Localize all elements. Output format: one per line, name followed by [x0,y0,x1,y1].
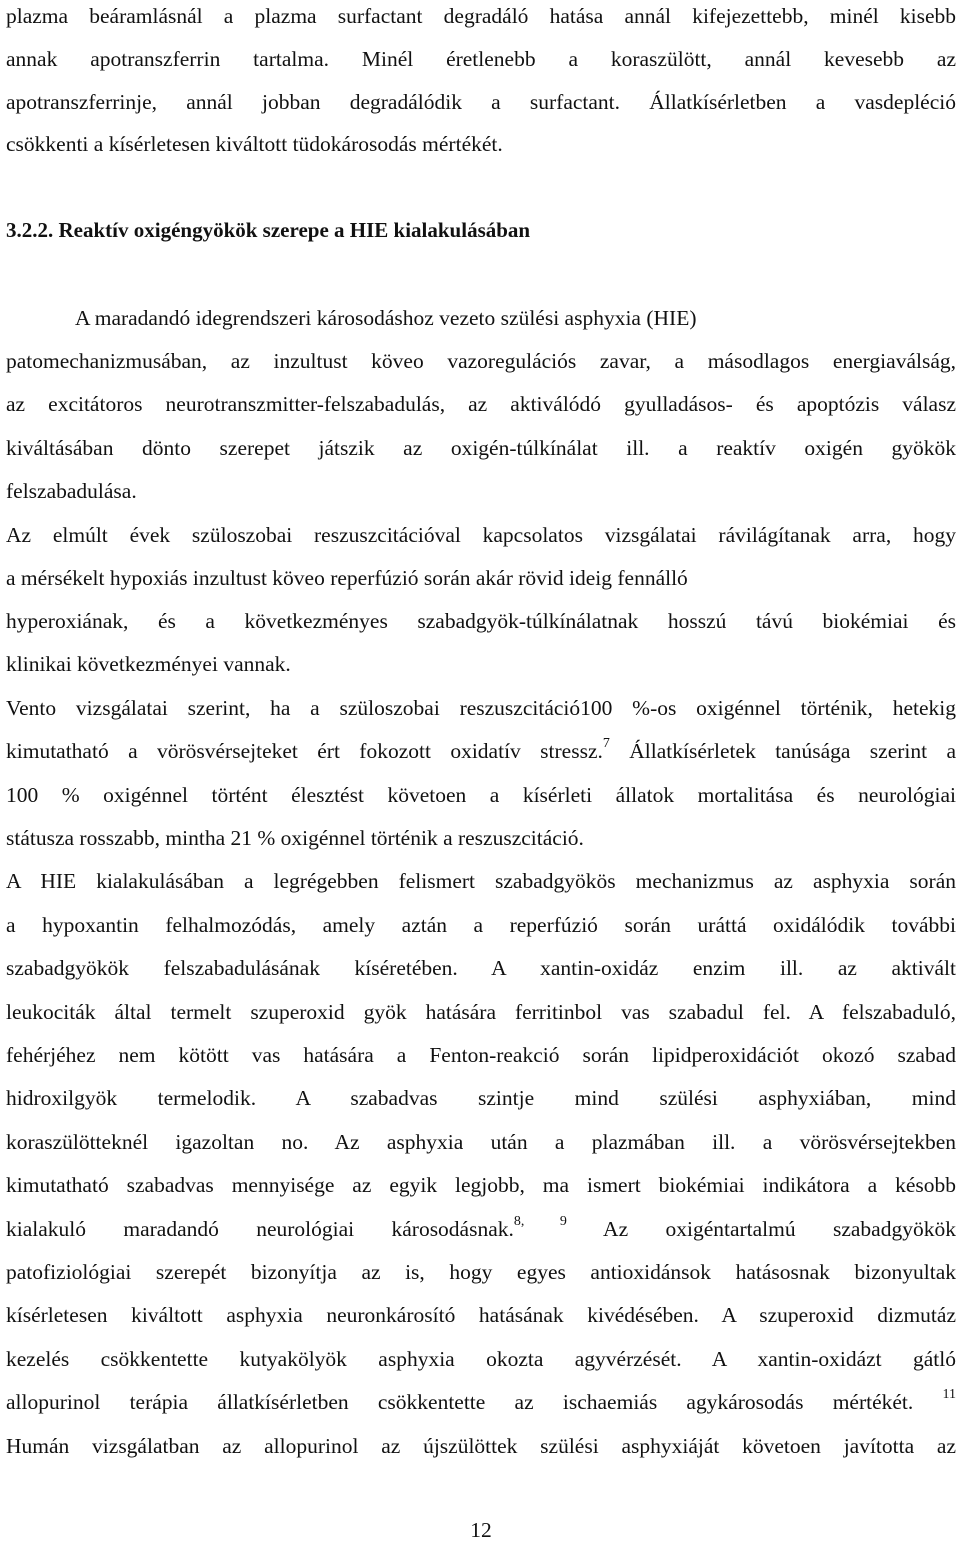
citation-ref: 7 [602,736,610,751]
para1-line-4: kiváltásában dönto szerepet játszik az oxigén-túlkínálat ill. a reaktív oxigén gyökök [6,436,956,460]
para2-line-2: a mérsékelt hypoxiás inzultust köveo reperfúzió során akár rövid ideig fennálló [6,566,688,590]
intro-line-4: csökkenti a kísérletesen kiváltott tüdokárosodás mértékét. [6,132,503,156]
para2-line-3: hyperoxiának, és a következményes szabadgyök-túlkínálatnak hosszú távú biokémiai és [6,609,956,633]
para4-line-7: koraszülötteknél igazoltan no. Az asphyxia után a plazmában ill. a vörösvérsejtekben [6,1130,956,1154]
para4-line-11: kísérletesen kiváltott asphyxia neuronkárosító hatásának kivédésében. A szuperoxid dizmutáz [6,1303,956,1327]
citation-ref: 11 [942,1387,956,1402]
para2-line-4: klinikai következményei vannak. [6,652,291,676]
para3-line-4: státusza rosszabb, mintha 21 % oxigénnel történik a reszuszcitáció. [6,826,584,850]
intro-line-3: apotranszferrinje, annál jobban degradálódik a surfactant. Állatkísérletben a vasdepléció [6,90,956,114]
para4-line-5: fehérjéhez nem kötött vas hatására a Fenton-reakció során lipidperoxidációt okozó szabad [6,1043,956,1067]
para4-line-4: leukociták által termelt szuperoxid gyök hatására ferritinbol vas szabadul fel. A felszabaduló, [6,1000,956,1024]
para1-line-2: patomechanizmusában, az inzultust köveo vazoregulációs zavar, a másodlagos energiaválság, [6,349,956,373]
para4-line-13 [6,1387,956,1417]
para4-line-10: patofiziológiai szerepét bizonyítja az is, hogy egyes antioxidánsok hatásosnak bizonyultak [6,1260,956,1284]
para1-line-3: az excitátoros neurotranszmitter-felszabadulás, az aktiválódó gyulladásos- és apoptózis válasz [6,392,956,416]
para4-line-14: Humán vizsgálatban az allopurinol az újszülöttek szülési asphyxiáját követoen javította az [6,1434,956,1458]
para1-line-5: felszabadulása. [6,479,137,503]
para4-line-2: a hypoxantin felhalmozódás, amely aztán a reperfúzió során uráttá oxidálódik további [6,913,956,937]
para4-line-13-text: allopurinol terápia állatkísérletben csökkentette az ischaemiás agykárosodás mértékét. [6,1390,914,1414]
para4-line-8: kimutatható szabadvas mennyisége az egyik legjobb, ma ismert biokémiai indikátora a késobb [6,1173,956,1197]
document-page [6,0,956,1541]
para4-line-12: kezelés csökkentette kutyakölyök asphyxia okozta agyvérzését. A xantin-oxidázt gátló [6,1347,956,1371]
page-number: 12 [470,1518,492,1542]
para3-line-2 [6,736,956,766]
section-heading: 3.2.2. Reaktív oxigéngyökök szerepe a HIE kialakulásában [6,218,531,242]
para4-line-9-text: kialakuló maradandó neurológiai károsodásnak. [6,1217,514,1241]
citation-ref: 8, 9 [513,1214,567,1229]
intro-line-2: annak apotranszferrin tartalma. Minél éretlenebb a koraszülött, annál kevesebb az [6,47,956,71]
para2-line-1: Az elmúlt évek szüloszobai reszuszcitációval kapcsolatos vizsgálatai rávilágítanak arra, hogy [6,523,956,547]
para4-line-3: szabadgyökök felszabadulásának kíséretében. A xantin-oxidáz enzim ill. az aktivált [6,956,956,980]
para4-line-1: A HIE kialakulásában a legrégebben felismert szabadgyökös mechanizmus az asphyxia során [6,869,956,893]
para3-line-2-text: kimutatható a vörösvérsejteket ért fokozott oxidatív stressz. [6,739,603,763]
para3-line-3: 100 % oxigénnel történt élesztést követoen a kísérleti állatok mortalitása és neurológiai [6,783,956,807]
para4-line-6: hidroxilgyök termelodik. A szabadvas szintje mind szülési asphyxiában, mind [6,1086,956,1110]
intro-line-1: plazma beáramlásnál a plazma surfactant degradáló hatása annál kifejezettebb, minél kisebb [6,4,956,28]
para4-line-9-tail: Az oxigéntartalmú szabadgyökök [603,1217,956,1241]
para3-line-2-tail: Állatkísérletek tanúsága szerint a [629,739,957,763]
para3-line-1: Vento vizsgálatai szerint, ha a szüloszobai reszuszcitáció100 %-os oxigénnel történik, hetekig [6,696,956,720]
para4-line-9 [6,1214,956,1244]
para1-line-1: A maradandó idegrendszeri károsodáshoz vezeto szülési asphyxia (HIE) [75,306,697,330]
